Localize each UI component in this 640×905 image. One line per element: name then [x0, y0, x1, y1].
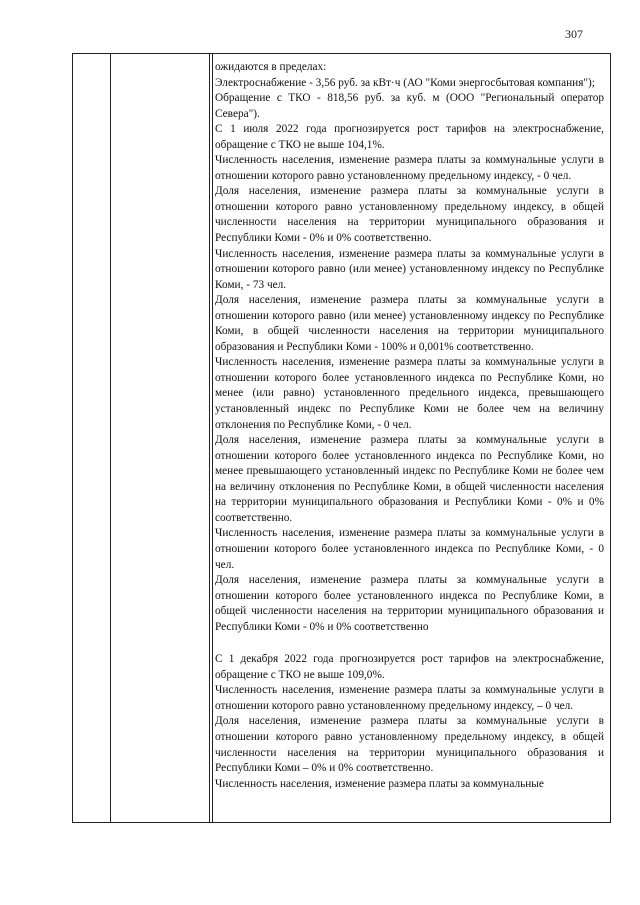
table-column-divider [110, 54, 111, 822]
paragraph: Численность населения, изменение размера платы за коммунальные услуги в отношении которого равно (или менее) установленному индексу по Республике Коми, - 73 чел. [215, 247, 604, 291]
paragraph: Численность населения, изменение размера платы за коммунальные услуги в отношении которого равно установленному предельному индексу, – 0 чел. [215, 684, 604, 712]
paragraph: С 1 декабря 2022 года прогнозируется рост тарифов на электроснабжение, обращение с ТКО не выше 109,0%. [215, 653, 604, 681]
table-column-divider [209, 54, 210, 822]
paragraph: Доля населения, изменение размера платы за коммунальные услуги в отношении которого равно установленному предельному индексу, в общей численности населения на территории муниципального образования и Республики Коми – 0% и 0% соответственно. [215, 715, 604, 775]
paragraph: Электроснабжение - 3,56 руб. за кВт·ч (АО "Коми энергосбытовая компания"); [215, 76, 595, 89]
table-column-divider [212, 54, 213, 822]
page-number: 307 [565, 27, 583, 41]
paragraph: Численность населения, изменение размера платы за коммунальные услуги в отношении которого равно установленному предельному индексу, - 0 чел. [215, 154, 604, 182]
paragraph: Доля населения, изменение размера платы за коммунальные услуги в отношении которого равно (или менее) установленному индексу по Республике Коми, в общей численности населения на территории муниципального образования и Республики Коми - 100% и 0,001% соответственно. [215, 294, 604, 353]
paragraph: Численность населения, изменение размера платы за коммунальные услуги в отношении которого более установленного индекса по Республике Коми, но менее (или равно) установленного предельного индекса, превышающего установленный индекс по Республике Коми не более чем на величину отклонения по Республике Коми, - 0 чел. [215, 356, 604, 431]
paragraph: Доля населения, изменение размера платы за коммунальные услуги в отношении которого более установленного индекса по Республике Коми, но менее превышающего установленный индекс по Республике Коми не более чем на величину отклонения по Республике Коми, в общей численности населения на территории муниципального образования и Республики Коми - 0% и 0% соответственно. [215, 434, 604, 524]
table-cell-text [215, 60, 604, 792]
document-table [72, 53, 611, 823]
paragraph: Доля населения, изменение размера платы за коммунальные услуги в отношении которого более установленного индекса по Республике Коми, в общей численности населения на территории муниципального образования и Республики Коми - 0% и 0% соответственно [215, 574, 604, 633]
paragraph: Численность населения, изменение размера платы за коммунальные услуги в отношении которого более установленного индекса по Республике Коми, - 0 чел. [215, 527, 604, 571]
paragraph: ожидаются в пределах: [215, 61, 327, 73]
paragraph: С 1 июля 2022 года прогнозируется рост тарифов на электроснабжение, обращение с ТКО не выше 104,1%. [215, 123, 604, 151]
paragraph: Численность населения, изменение размера платы за коммунальные [215, 777, 544, 790]
paragraph: Доля населения, изменение размера платы за коммунальные услуги в отношении которого равно установленному предельному индексу, в общей численности населения на территории муниципального образования и Республики Коми - 0% и 0% соответственно. [215, 185, 604, 245]
paragraph: Обращение с ТКО - 818,56 руб. за куб. м (ООО "Региональный оператор Севера"). [215, 92, 604, 120]
